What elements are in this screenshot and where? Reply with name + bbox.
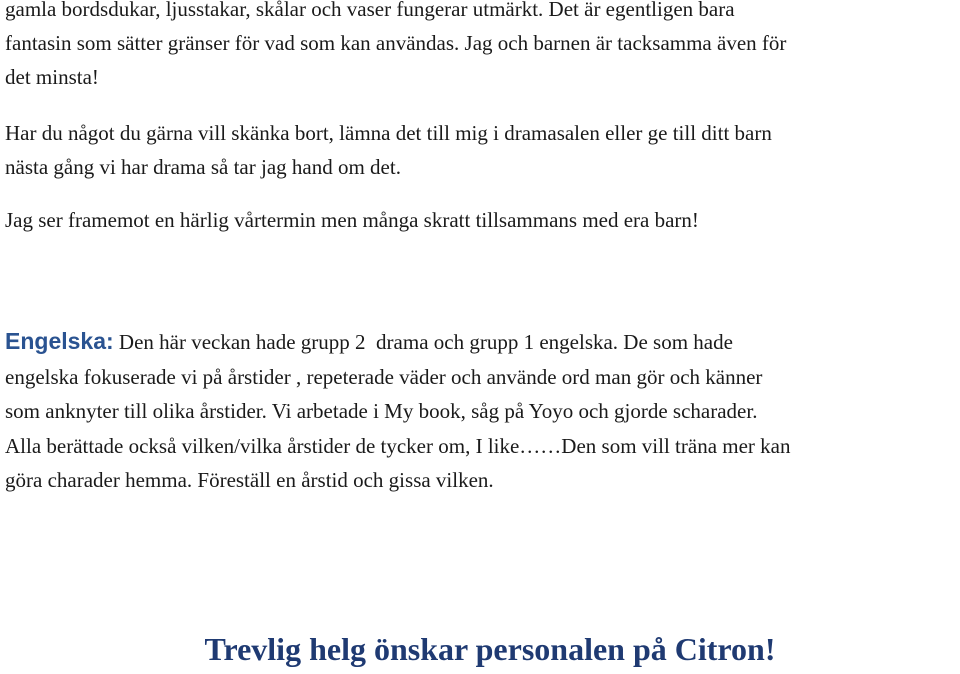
text-line <box>5 324 791 360</box>
text-line: det minsta! <box>5 65 99 89</box>
section-heading-english: Engelska: <box>5 328 114 354</box>
text-line: nästa gång vi har drama så tar jag hand om det. <box>5 155 401 179</box>
text-line: fantasin som sätter gränser för vad som kan användas. Jag och barnen är tacksamma även för <box>5 31 787 55</box>
text-line: göra charader hemma. Föreställ en årstid och gissa vilken. <box>5 468 494 492</box>
text-fragment: Den här veckan hade grupp 2 drama och grupp 1 engelska. De som hade <box>113 330 733 354</box>
text-line: som anknyter till olika årstider. Vi arbetade i My book, såg på Yoyo och gjorde scharader. <box>5 399 758 423</box>
text-line: Alla berättade också vilken/vilka årstider de tycker om, I like……Den som vill träna mer kan <box>5 433 791 458</box>
text-line: Jag ser framemot en härlig vårtermin men många skratt tillsammans med era barn! <box>5 208 699 232</box>
text-line: gamla bordsdukar, ljusstakar, skålar och vaser fungerar utmärkt. Det är egentligen bara <box>5 0 735 21</box>
paragraph-english <box>5 324 791 498</box>
paragraph-materials <box>5 0 786 94</box>
closing-greeting: Trevlig helg önskar personalen på Citron! <box>204 631 776 667</box>
text-line: Har du något du gärna vill skänka bort, lämna det till mig i dramasalen eller ge till ditt barn <box>5 121 772 145</box>
paragraph-donations <box>5 116 772 184</box>
document-page <box>5 0 957 674</box>
paragraph-spring-term <box>5 203 699 237</box>
text-line: engelska fokuserade vi på årstider , repeterade väder och använde ord man gör och känner <box>5 364 763 389</box>
